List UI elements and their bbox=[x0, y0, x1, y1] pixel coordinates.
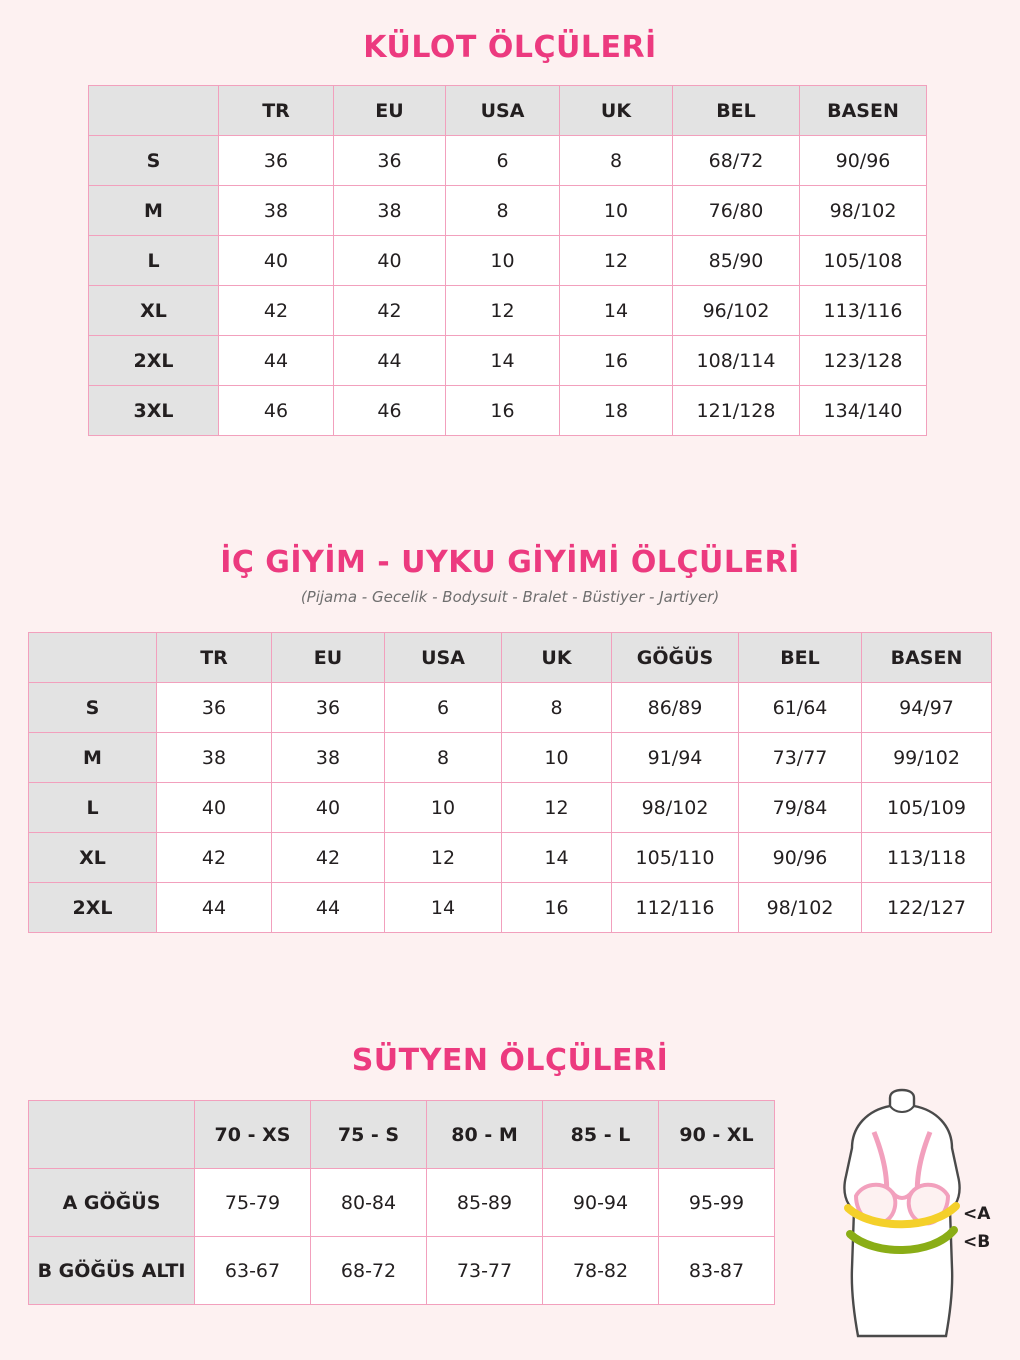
sutyen-table-container bbox=[28, 1100, 775, 1305]
table-cell: 90-94 bbox=[543, 1169, 659, 1237]
table-cell: 95-99 bbox=[659, 1169, 775, 1237]
table-cell: 80-84 bbox=[311, 1169, 427, 1237]
table-cell: 10 bbox=[502, 733, 612, 783]
table-cell: 14 bbox=[502, 833, 612, 883]
table-cell: 10 bbox=[446, 236, 560, 286]
table-cell: 96/102 bbox=[673, 286, 800, 336]
column-header-85-l: 85 - L bbox=[543, 1101, 659, 1169]
table-cell: 79/84 bbox=[739, 783, 862, 833]
table-cell: 14 bbox=[560, 286, 673, 336]
table-cell: 98/102 bbox=[612, 783, 739, 833]
table-cell: 113/118 bbox=[862, 833, 992, 883]
row-size-label: 2XL bbox=[89, 336, 219, 386]
table-corner-cell bbox=[89, 86, 219, 136]
table-row bbox=[29, 1237, 775, 1305]
table-cell: 83-87 bbox=[659, 1237, 775, 1305]
table-cell: 78-82 bbox=[543, 1237, 659, 1305]
row-size-label: XL bbox=[29, 833, 157, 883]
table-cell: 42 bbox=[219, 286, 334, 336]
row-size-label: S bbox=[89, 136, 219, 186]
table-cell: 73-77 bbox=[427, 1237, 543, 1305]
table-cell: 90/96 bbox=[800, 136, 927, 186]
table-cell: 42 bbox=[272, 833, 385, 883]
table-cell: 85/90 bbox=[673, 236, 800, 286]
icgiyim-title-container bbox=[0, 545, 1020, 606]
table-cell: 12 bbox=[385, 833, 502, 883]
table-cell: 40 bbox=[272, 783, 385, 833]
table-cell: 44 bbox=[334, 336, 446, 386]
row-size-label: 2XL bbox=[29, 883, 157, 933]
table-row bbox=[29, 733, 992, 783]
table-cell: 38 bbox=[272, 733, 385, 783]
table-row bbox=[89, 386, 927, 436]
table-cell: 10 bbox=[385, 783, 502, 833]
table-cell: 112/116 bbox=[612, 883, 739, 933]
table-cell: 38 bbox=[157, 733, 272, 783]
table-cell: 18 bbox=[560, 386, 673, 436]
row-size-label: L bbox=[29, 783, 157, 833]
table-cell: 121/128 bbox=[673, 386, 800, 436]
table-row bbox=[29, 1169, 775, 1237]
row-label-b-gogus-alti: B GÖĞÜS ALTI bbox=[29, 1237, 195, 1305]
icgiyim-table-container bbox=[28, 632, 992, 933]
column-header-tr: TR bbox=[219, 86, 334, 136]
table-cell: 36 bbox=[334, 136, 446, 186]
table-cell: 8 bbox=[385, 733, 502, 783]
table-cell: 85-89 bbox=[427, 1169, 543, 1237]
table-cell: 98/102 bbox=[739, 883, 862, 933]
column-header-70-xs: 70 - XS bbox=[195, 1101, 311, 1169]
kulot-table-container bbox=[88, 85, 927, 436]
row-size-label: M bbox=[29, 733, 157, 783]
column-header-bel: BEL bbox=[673, 86, 800, 136]
table-cell: 12 bbox=[502, 783, 612, 833]
icgiyim-section-subtitle: (Pijama - Gecelik - Bodysuit - Bralet - Büstiyer - Jartiyer) bbox=[300, 588, 720, 606]
table-cell: 42 bbox=[334, 286, 446, 336]
table-cell: 16 bbox=[560, 336, 673, 386]
sutyen-size-table bbox=[28, 1100, 775, 1305]
table-cell: 6 bbox=[446, 136, 560, 186]
table-header-row bbox=[29, 633, 992, 683]
column-header-75-s: 75 - S bbox=[311, 1101, 427, 1169]
table-cell: 6 bbox=[385, 683, 502, 733]
column-header-usa: USA bbox=[385, 633, 502, 683]
table-cell: 44 bbox=[219, 336, 334, 386]
row-size-label: L bbox=[89, 236, 219, 286]
table-row bbox=[29, 683, 992, 733]
table-row bbox=[89, 186, 927, 236]
column-header-tr: TR bbox=[157, 633, 272, 683]
table-cell: 134/140 bbox=[800, 386, 927, 436]
table-cell: 63-67 bbox=[195, 1237, 311, 1305]
table-row bbox=[89, 336, 927, 386]
table-cell: 8 bbox=[446, 186, 560, 236]
column-header-basen: BASEN bbox=[800, 86, 927, 136]
legend-label-b: <B bbox=[963, 1232, 991, 1252]
table-cell: 108/114 bbox=[673, 336, 800, 386]
column-header-eu: EU bbox=[272, 633, 385, 683]
table-cell: 44 bbox=[272, 883, 385, 933]
column-header-uk: UK bbox=[502, 633, 612, 683]
table-cell: 86/89 bbox=[612, 683, 739, 733]
column-header-80-m: 80 - M bbox=[427, 1101, 543, 1169]
table-cell: 99/102 bbox=[862, 733, 992, 783]
row-size-label: XL bbox=[89, 286, 219, 336]
table-cell: 40 bbox=[334, 236, 446, 286]
table-row bbox=[89, 236, 927, 286]
table-header-row bbox=[29, 1101, 775, 1169]
table-cell: 76/80 bbox=[673, 186, 800, 236]
sutyen-section-title: SÜTYEN ÖLÇÜLERİ bbox=[351, 1043, 669, 1078]
row-label-a-gogus: A GÖĞÜS bbox=[29, 1169, 195, 1237]
table-cell: 90/96 bbox=[739, 833, 862, 883]
column-header-usa: USA bbox=[446, 86, 560, 136]
row-size-label: S bbox=[29, 683, 157, 733]
table-cell: 61/64 bbox=[739, 683, 862, 733]
table-cell: 40 bbox=[219, 236, 334, 286]
table-header-row bbox=[89, 86, 927, 136]
table-cell: 36 bbox=[157, 683, 272, 733]
table-cell: 105/108 bbox=[800, 236, 927, 286]
table-cell: 10 bbox=[560, 186, 673, 236]
table-corner-cell bbox=[29, 633, 157, 683]
table-cell: 38 bbox=[334, 186, 446, 236]
table-cell: 98/102 bbox=[800, 186, 927, 236]
column-header-90-xl: 90 - XL bbox=[659, 1101, 775, 1169]
table-row bbox=[89, 136, 927, 186]
table-cell: 44 bbox=[157, 883, 272, 933]
table-cell: 14 bbox=[385, 883, 502, 933]
sutyen-title-container bbox=[0, 1043, 1020, 1078]
kulot-size-table bbox=[88, 85, 927, 436]
table-row bbox=[29, 783, 992, 833]
column-header-gogus: GÖĞÜS bbox=[612, 633, 739, 683]
table-cell: 75-79 bbox=[195, 1169, 311, 1237]
row-size-label: M bbox=[89, 186, 219, 236]
table-cell: 12 bbox=[560, 236, 673, 286]
table-cell: 94/97 bbox=[862, 683, 992, 733]
table-cell: 105/109 bbox=[862, 783, 992, 833]
legend-label-a: <A bbox=[963, 1204, 991, 1224]
table-cell: 36 bbox=[219, 136, 334, 186]
table-cell: 16 bbox=[446, 386, 560, 436]
table-cell: 8 bbox=[502, 683, 612, 733]
table-cell: 42 bbox=[157, 833, 272, 883]
table-row bbox=[29, 883, 992, 933]
table-cell: 113/116 bbox=[800, 286, 927, 336]
icgiyim-section-title: İÇ GİYİM - UYKU GİYİMİ ÖLÇÜLERİ bbox=[220, 545, 800, 580]
table-cell: 68/72 bbox=[673, 136, 800, 186]
column-header-bel: BEL bbox=[739, 633, 862, 683]
table-cell: 12 bbox=[446, 286, 560, 336]
table-corner-cell bbox=[29, 1101, 195, 1169]
table-cell: 40 bbox=[157, 783, 272, 833]
table-cell: 91/94 bbox=[612, 733, 739, 783]
table-cell: 68-72 bbox=[311, 1237, 427, 1305]
table-cell: 73/77 bbox=[739, 733, 862, 783]
column-header-uk: UK bbox=[560, 86, 673, 136]
kulot-section-title: KÜLOT ÖLÇÜLERİ bbox=[363, 30, 657, 65]
table-cell: 46 bbox=[219, 386, 334, 436]
row-size-label: 3XL bbox=[89, 386, 219, 436]
table-cell: 8 bbox=[560, 136, 673, 186]
table-cell: 38 bbox=[219, 186, 334, 236]
column-header-basen: BASEN bbox=[862, 633, 992, 683]
table-cell: 105/110 bbox=[612, 833, 739, 883]
table-cell: 46 bbox=[334, 386, 446, 436]
table-cell: 122/127 bbox=[862, 883, 992, 933]
table-cell: 16 bbox=[502, 883, 612, 933]
table-row bbox=[29, 833, 992, 883]
column-header-eu: EU bbox=[334, 86, 446, 136]
table-cell: 123/128 bbox=[800, 336, 927, 386]
icgiyim-size-table bbox=[28, 632, 992, 933]
table-cell: 14 bbox=[446, 336, 560, 386]
table-row bbox=[89, 286, 927, 336]
table-cell: 36 bbox=[272, 683, 385, 733]
